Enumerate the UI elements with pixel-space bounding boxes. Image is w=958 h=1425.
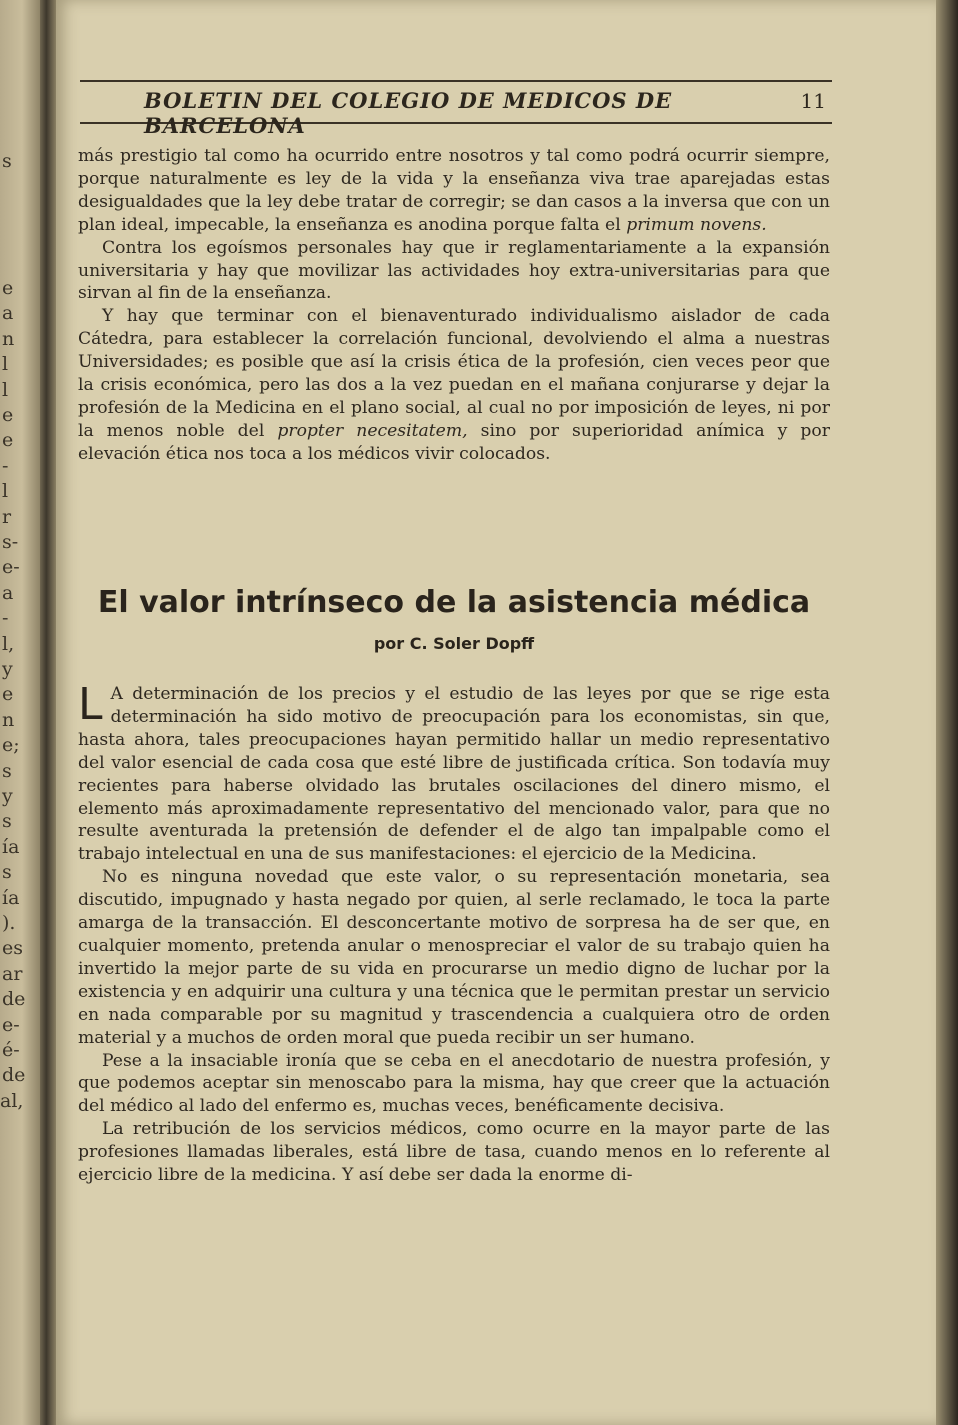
paragraph: L A determinación de los precios y el estudio de las leyes por que se rige esta determinación ha sido motivo de preocupación para los economistas, sin que, hasta ahora, tales preocupaciones hayan permitido hallar un medio representativo del valor esencial de cada cosa que esté libre de justificada crítica. Son todavía muy recientes para haberse olvidado las brutales oscilaciones del dinero mismo, el elemento más aproximadamente representativo del mencionado valor, para que no resulte aventurada la pretensión de defender el de algo tan impalpable como el trabajo intelectual en una de sus manifestaciones: el ejercicio de la Medicina. bbox=[78, 679, 830, 865]
journal-title: BOLETIN DEL COLEGIO DE MEDICOS DE BARCELONA bbox=[144, 88, 673, 138]
article-body bbox=[78, 679, 830, 1187]
facing-page-fragment: n bbox=[2, 327, 15, 350]
facing-page-fragment: de bbox=[2, 988, 26, 1011]
facing-page-fragment: l, bbox=[2, 632, 15, 655]
facing-page-fragment: s bbox=[2, 150, 12, 172]
page-number: 11 bbox=[800, 89, 826, 113]
facing-page-fragment: - bbox=[2, 607, 9, 630]
facing-page-fragment: - bbox=[2, 454, 9, 477]
facing-page-fragment: de bbox=[2, 1064, 26, 1087]
facing-page-fragment: s bbox=[2, 810, 12, 833]
facing-page-fragment: e- bbox=[2, 556, 20, 579]
drop-cap: L bbox=[78, 679, 103, 730]
facing-page-fragment: y bbox=[2, 785, 13, 807]
facing-page-fragment: ar bbox=[2, 962, 23, 985]
facing-page-fragment: al, bbox=[0, 1089, 24, 1112]
facing-page-fragment: s bbox=[2, 861, 12, 884]
facing-page-fragment: a bbox=[2, 302, 14, 325]
paragraph: No es ninguna novedad que este valor, o su representación monetaria, sea discutido, impugnado y hasta negado por quien, al serle reclamado, le toca la parte amarga de la transacción. El desconcertante motivo de sorpresa ha de ser que, en cualquier momento, pretenda anular o menospreciar el valor de su trabajo quien ha invertido la mejor parte de su vida en procurarse un medio digno de luchar por la existencia y en adquirir una cultura y una técnica que le permitan prestar un servicio en nada comparable por su magnitud y trascendencia a cualquiera otro de orden material y a muchos de orden moral que pueda recibir un ser humano. bbox=[78, 867, 830, 1048]
facing-page-fragment: e- bbox=[2, 1013, 20, 1036]
article-title: El valor intrínseco de la asistencia médica bbox=[97, 585, 811, 620]
previous-article-ending bbox=[78, 145, 830, 466]
book-gutter bbox=[40, 0, 56, 1425]
paragraph: más prestigio tal como ha ocurrido entre nosotros y tal como podrá ocurrir siempre, porque naturalmente es ley de la vida y la enseñanza viva trae aparejadas estas desigualdades que la ley debe tratar de corregir; se dan casos a la inversa que con un plan ideal, impecable, la enseñanza es anodina porque falta el primum novens. bbox=[78, 146, 830, 235]
facing-page-fragment: e; bbox=[2, 734, 20, 757]
facing-page-fragment: l bbox=[2, 353, 9, 376]
facing-page-fragment: r bbox=[2, 505, 12, 528]
facing-page-fragment: e bbox=[2, 429, 14, 452]
facing-page-fragment: a bbox=[2, 581, 14, 604]
facing-page-fragment: l bbox=[2, 480, 9, 503]
facing-page-fragment: n bbox=[2, 708, 15, 731]
page-edge-shadow bbox=[936, 0, 958, 1425]
facing-page-fragment: es bbox=[2, 937, 23, 960]
paragraph: Contra los egoísmos personales hay que ir reglamentariamente a la expansión universitaria y hay que movilizar las actividades hoy extra-universitarias para que sirvan al fin de la enseñanza. bbox=[78, 237, 830, 304]
facing-page-fragment: ). bbox=[2, 912, 16, 934]
facing-page-fragment: e bbox=[2, 404, 14, 426]
latin-phrase: propter necesitatem, bbox=[277, 420, 468, 441]
paragraph: Pese a la insaciable ironía que se ceba en el anecdotario de nuestra profesión, y que podemos aceptar sin menoscabo para la misma, hay que creer que la actuación del médico al lado del enfermo es, muchas veces, benéficamente decisiva. bbox=[78, 1050, 830, 1117]
facing-page-fragment: s bbox=[2, 759, 12, 782]
facing-page-fragment: é- bbox=[2, 1039, 20, 1061]
article-byline: por C. Soler Dopff bbox=[373, 634, 535, 653]
facing-page-fragment: s- bbox=[2, 531, 19, 553]
latin-phrase: primum novens. bbox=[626, 214, 767, 235]
facing-page-edge bbox=[0, 0, 40, 1425]
facing-page-fragment: ía bbox=[2, 886, 20, 909]
running-header bbox=[80, 80, 832, 138]
paragraph: Y hay que terminar con el bienaventurado individualismo aislador de cada Cátedra, para establecer la correlación funcional, devolviendo el alma a nuestras Universidades; es posible que así la crisis ética de la profesión, cien veces peor que la crisis económica, pero las dos a la vez puedan en el mañana conjurarse y dejar la profesión de la Medicina en el plano social, al cual no por imposición de leyes, ni por la menos noble del propter necesitatem, sino por superioridad anímica y por elevación ética nos toca a los médicos vivir colocados. bbox=[78, 306, 830, 464]
facing-page-fragment: e bbox=[2, 683, 14, 706]
facing-page-fragment: l bbox=[2, 378, 9, 401]
facing-page-fragment: ía bbox=[2, 835, 20, 858]
facing-page-fragment: e bbox=[2, 277, 14, 299]
paragraph: La retribución de los servicios médicos, como ocurre en la mayor parte de las profesiones llamadas liberales, está libre de tasa, cuando menos en lo referente al ejercicio libre de la medicina. Y así debe ser dada la enorme di- bbox=[78, 1119, 830, 1186]
facing-page-fragment: y bbox=[2, 658, 13, 680]
